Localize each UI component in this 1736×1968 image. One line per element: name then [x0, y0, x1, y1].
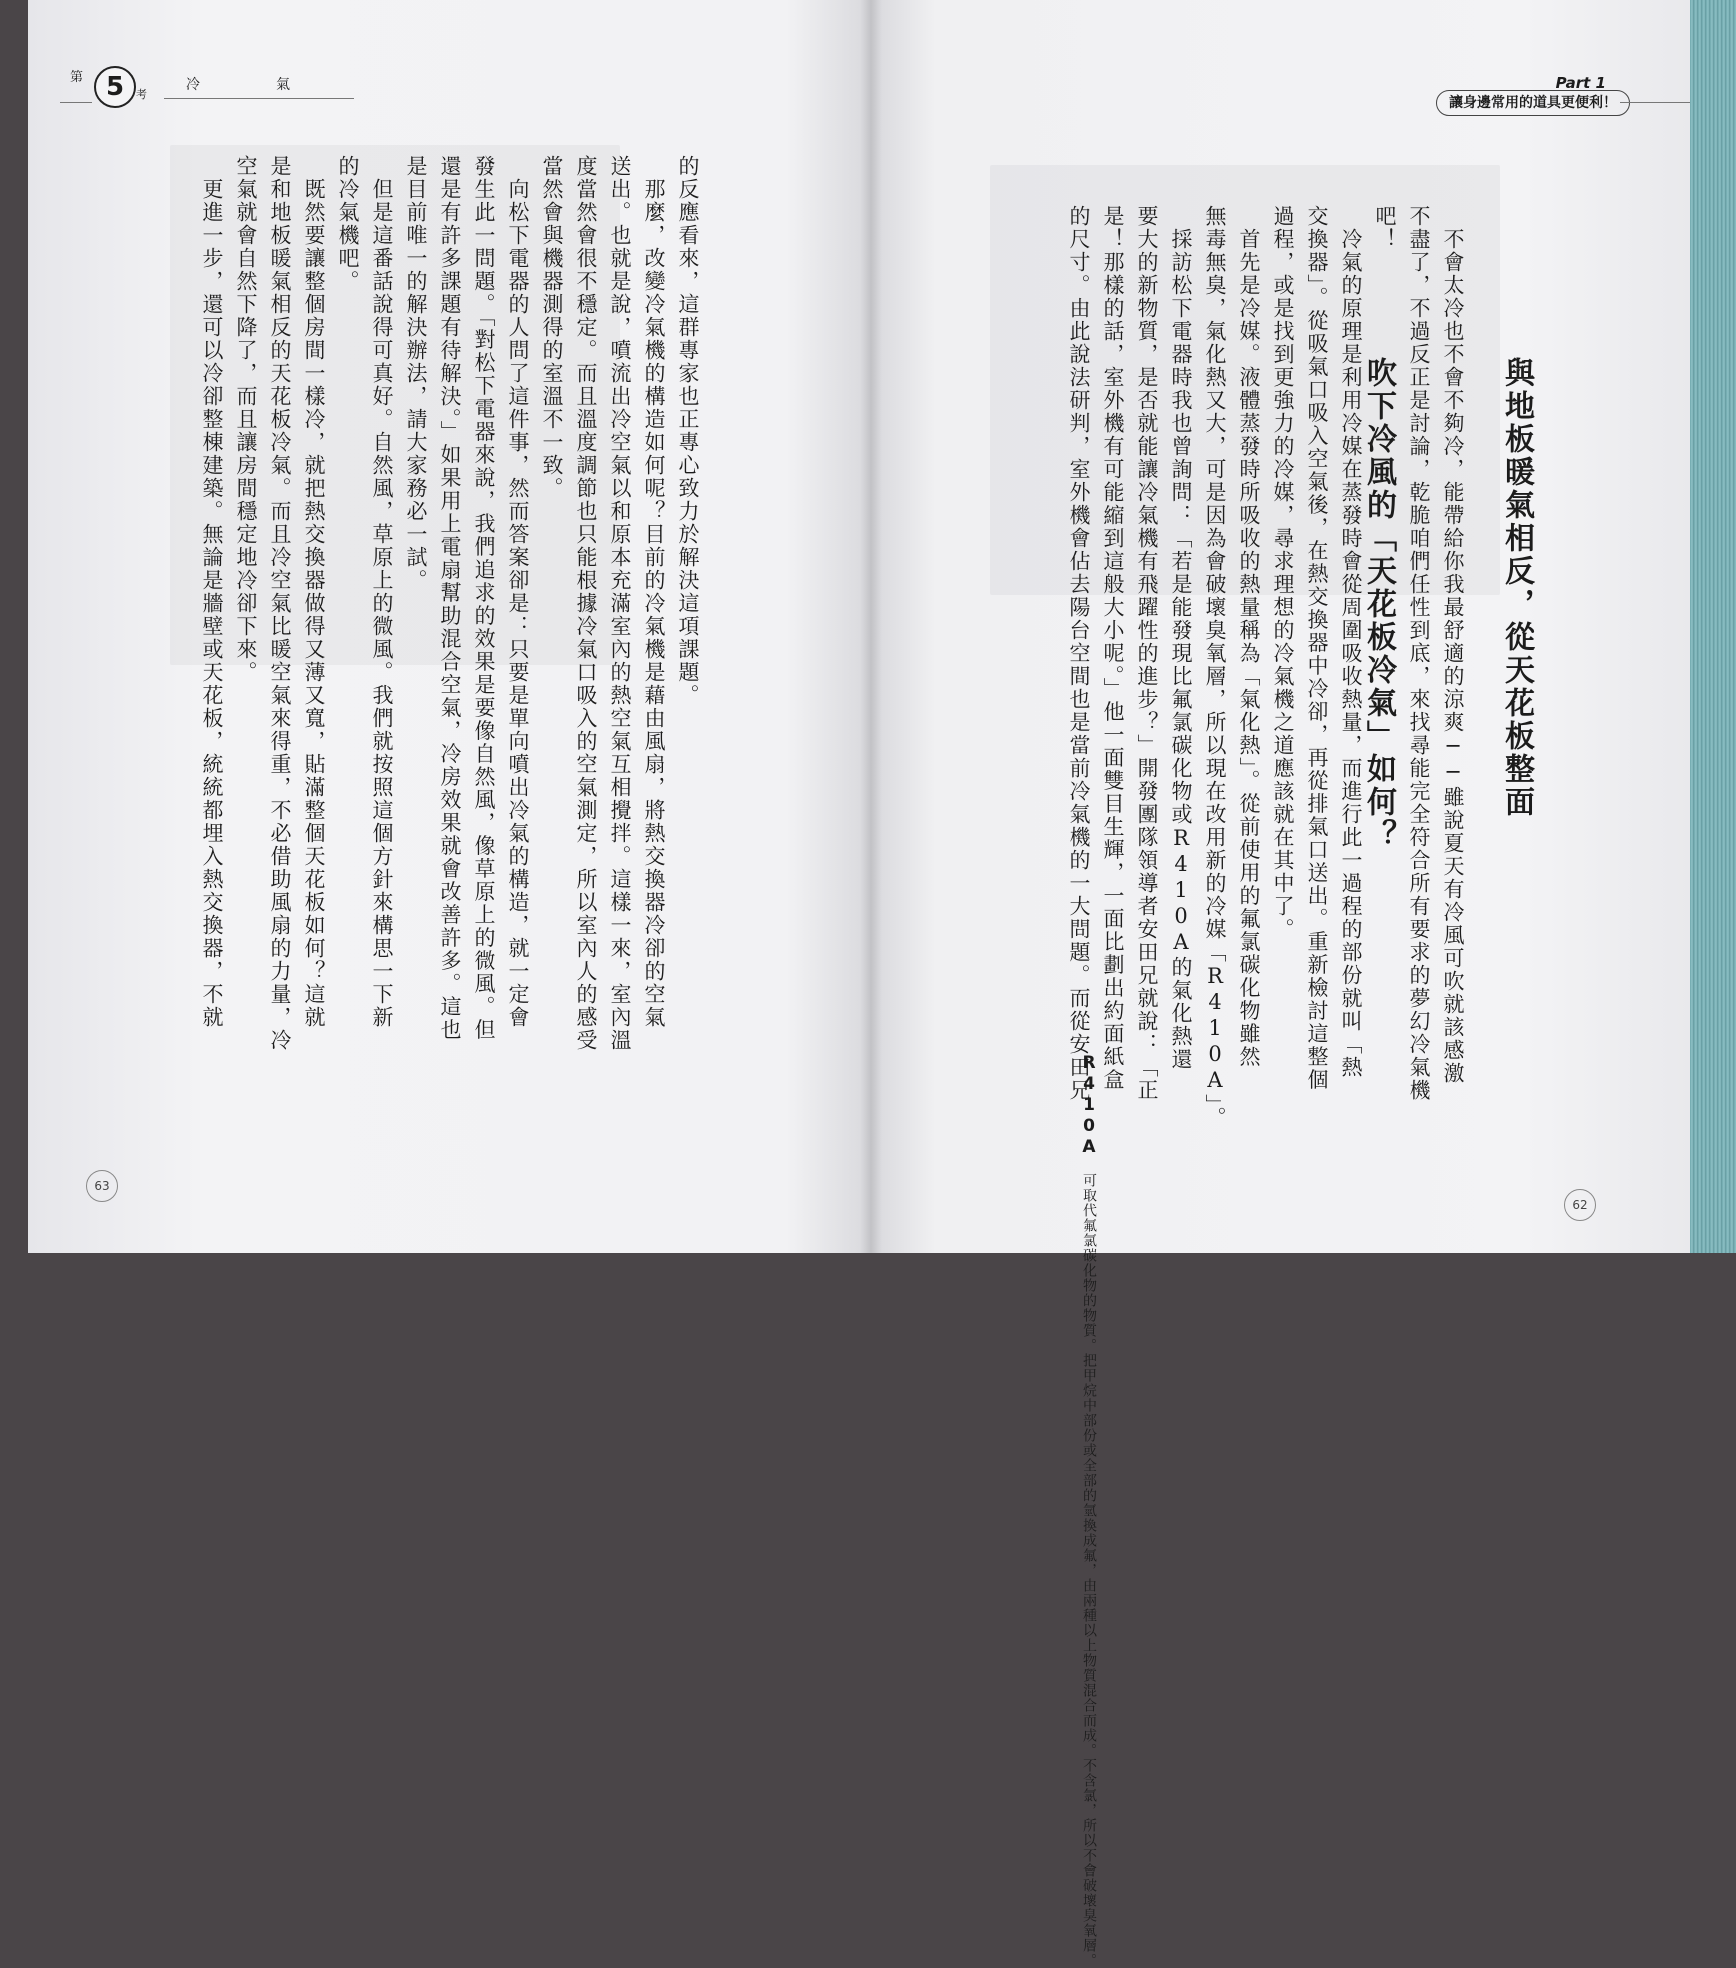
glossary-note [1012, 985, 1122, 1968]
part-label: Part 1 [1555, 74, 1606, 92]
page-number: 62 [1564, 1189, 1596, 1221]
chapter-title [164, 72, 354, 99]
left-page-body-text: 的反應看來，這群專家也正專心致力於解決這項課題。 那麼，改變冷氣機的構造如何呢？目前的冷氣機是藉由風扇，將熱交換器冷卻的空氣 送出。也就是說，噴流出冷空氣以和原本充滿室內的熱空氣互相攪拌。這樣一來，室內溫 度當然會很不穩定。而且溫度調節也只能根據冷氣口吸入的空氣測定，所以室內人的感受 當然會與機器測得的室溫不一致。 向松下電器的人問了這件事，然而答案卻是：只要是單向噴出冷氣的構造，就一定會 發生此一問題。「對松下電器來說，我們追求的效果是要像自然風，像草原上的微風。但 還是有許多課題有待解決。」如果用上電扇幫助混合空氣，冷房效果就會改善許多。這也 是目前唯一的解決辦法，請大家務必一試。 但是這番話說得可真好。自然風，草原上的微風。我們就按照這個方針來構思一下新 的冷氣機吧。 既然要讓整個房間一樣冷，就把熱交換器做得又薄又寬，貼滿整個天花板如何？這就 是和地板暖氣相反的天花板冷氣。而且冷空氣比暖空氣來得重，不必借助風扇的力量，冷 空氣就會自然下降了，而且讓房間穩定地冷卻下來。 更進一步，還可以冷卻整棟建築。無論是牆壁或天花板，統統都埋入熱交換器，不就 [200, 155, 700, 1052]
part-header [1390, 74, 1630, 114]
chapter-number-badge: 5 [94, 66, 136, 108]
chapter-suffix: 考 [136, 88, 147, 101]
book-spine-shadow [860, 0, 882, 1253]
note-text: 可取代氟氯碳化物的物質。把甲烷中部份或全部的氫換成氟，由兩種以上物質混合而成。不含氯，所以不會破壞臭氧層。 [1081, 1158, 1097, 1968]
article-heading [1361, 205, 1585, 852]
right-page-body-text: 不會太冷也不會不夠冷，能帶給你我最舒適的涼爽──雖說夏天有冷風可吹就該感激 不盡了，不過反正是討論，乾脆咱們任性到底，來找尋能完全符合所有要求的夢幻冷氣機 吧！ 冷氣的原理是利用冷媒在蒸發時會從周圍吸收熱量，而進行此一過程的部份就叫「熱 交換器」。從吸氣口吸入空氣後，在熱交換器中冷卻，再從排氣口送出。重新檢討這整個 過程，或是找到更強力的冷媒，尋求理想的冷氣機之道應該就在其中了。 首先是冷媒。液體蒸發時所吸收的熱量稱為「氣化熱」。從前使用的氟氯碳化物雖然 無毒無臭，氣化熱又大，可是因為會破壞臭氧層，所以現在改用新的冷媒「R410A」。 採訪松下電器時我也曾詢問：「若是能發現比氟氯碳化物或R410A的氣化熱還 要大的新物質，是否就能讓冷氣機有飛躍性的進步？」開發團隊領導者安田兄就說：「正 是！那樣的話，室外機有可能縮到這般大小呢。」他一面雙目生輝，一面比劃出約面紙盒 的尺寸。由此說法研判，室外機會佔去陽台空間也是當前冷氣機的一大問題。而從安田兄 [1067, 205, 1465, 1130]
note-term: R410A [1079, 1053, 1099, 1158]
chapter-prefix: 第 [70, 70, 84, 85]
page-number: 63 [86, 1170, 118, 1202]
chapter-title-char: 氣 [276, 77, 292, 93]
chapter-header [60, 62, 320, 110]
header-rule [1620, 102, 1690, 103]
part-subtitle: 讓身邊常用的道具更便利！ [1436, 90, 1630, 116]
heading-line: 吹下冷風的「天花板冷氣」如何？ [1361, 357, 1396, 852]
page-edges [1690, 0, 1736, 1253]
heading-line: 與地板暖氣相反，從天花板整面 [1499, 357, 1534, 819]
chapter-title-char: 冷 [186, 77, 202, 93]
header-rule [60, 102, 92, 103]
